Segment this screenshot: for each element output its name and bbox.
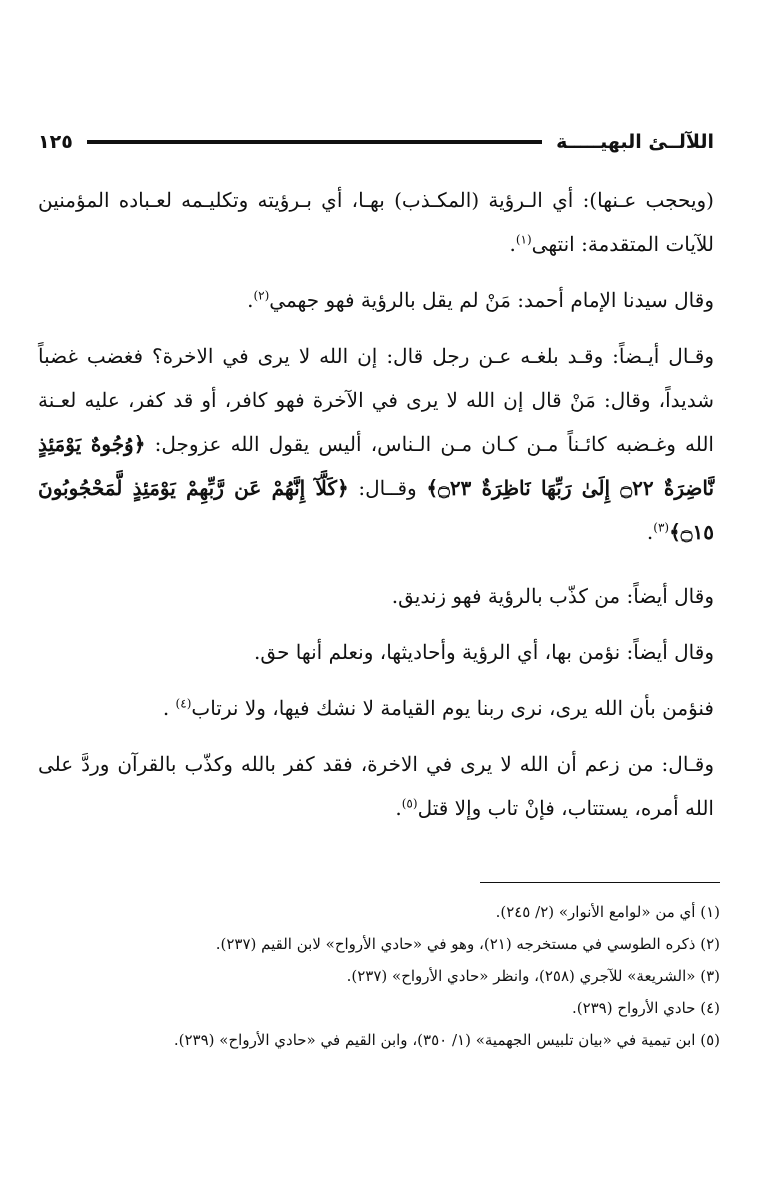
paragraph-5 xyxy=(38,630,714,674)
footnote-ref-2: (٢) xyxy=(253,288,270,303)
running-title: اللآلــئ البهيـــــة xyxy=(556,131,714,153)
header-rule xyxy=(87,140,542,144)
paragraph-tail: . xyxy=(162,696,176,720)
footnote-ref-5: (٥) xyxy=(401,796,418,811)
page-number: ١٢٥ xyxy=(38,131,73,153)
paragraph-1 xyxy=(38,178,714,266)
paragraph-text: وقـال: من زعم أن الله لا يرى في الاخرة، فقد كفر بالله وكذّب بالقرآن وردَّ على الله أمره، يستتاب، فإنْ تاب وإلا قتل xyxy=(38,752,714,820)
footnote-ref-3: (٣) xyxy=(653,520,670,535)
main-text xyxy=(38,178,714,830)
book-page xyxy=(38,120,714,842)
page-header xyxy=(38,120,714,164)
footnote-4: (٤) حادي الأرواح (٢٣٩). xyxy=(571,999,720,1017)
paragraph-tail: . xyxy=(646,520,654,544)
footnote-ref-1: (١) xyxy=(515,232,532,247)
paragraph-4 xyxy=(38,574,714,618)
footnote-separator xyxy=(480,882,720,883)
paragraph-text: وقال سيدنا الإمام أحمد: مَنْ لم يقل بالرؤية فهو جهمي xyxy=(269,288,714,312)
footnote-5: (٥) ابن تيمية في «بيان تلبيس الجهمية» (١/ ٣٥٠)، وابن القيم في «حادي الأرواح» (٢٣٩). xyxy=(173,1031,720,1049)
paragraph-text: (ويحجب عـنها): أي الـرؤية (المكـذب) بهـا، أي بـرؤيته وتكليـمه لعـباده المؤمنين للآيات المتقدمة: انتهى xyxy=(38,188,714,256)
footnote-3: (٣) «الشريعة» للآجري (٢٥٨)، وانظر «حادي الأرواح» (٢٣٧). xyxy=(346,967,720,985)
paragraph-text: فنؤمن بأن الله يرى، نرى ربنا يوم القيامة لا نشك فيها، ولا نرتاب xyxy=(191,696,714,720)
paragraph-text: وقال أيضاً: نؤمن بها، أي الرؤية وأحاديثها، ونعلم أنها حق. xyxy=(254,640,714,664)
footnote-1: (١) أي من «لوامع الأنوار» (٢/ ٢٤٥). xyxy=(495,903,720,921)
footnote-ref-4: (٤) xyxy=(175,696,192,711)
paragraph-text-middle: وقــال: xyxy=(358,476,417,500)
footnote-2: (٢) ذكره الطوسي في مستخرجه (٢١)، وهو في «حادي الأرواح» لابن القيم (٢٣٧). xyxy=(215,935,720,953)
quran-verse-2: ﴿كَلَّآ إِنَّهُمْ عَن رَّبِّهِمْ يَوْمَئِذٍ لَّمَحْجُوبُونَ ۝١٥﴾ xyxy=(38,476,714,544)
paragraph-text: وقـال أيـضاً: وقـد بلغـه عـن رجل قال: إن الله لا يرى في الاخرة؟ فغضب غضباً شديداً، وقال: مَنْ قال إن الله لا يرى في الآخرة فهو كافر، أو قد كفر، عليه لعـنة الله وغـضبه كائـناً مـن كـان مـن الـناس، أليس يقول الله عزوجل: xyxy=(38,344,714,456)
paragraph-6 xyxy=(38,686,714,730)
quran-verse-1: ﴿وُجُوهٌ يَوْمَئِذٍ نَّاضِرَةٌ ۝٢٢ إِلَىٰ رَبِّهَا نَاظِرَةٌ ۝٢٣﴾ xyxy=(38,432,715,500)
paragraph-tail: . xyxy=(395,796,402,820)
paragraph-7 xyxy=(38,742,714,830)
paragraph-text: وقال أيضاً: من كذّب بالرؤية فهو زنديق. xyxy=(391,584,714,608)
footnotes xyxy=(38,896,720,1056)
paragraph-2 xyxy=(38,278,714,322)
paragraph-tail: . xyxy=(509,232,516,256)
paragraph-3 xyxy=(38,334,714,554)
paragraph-tail: . xyxy=(247,288,254,312)
